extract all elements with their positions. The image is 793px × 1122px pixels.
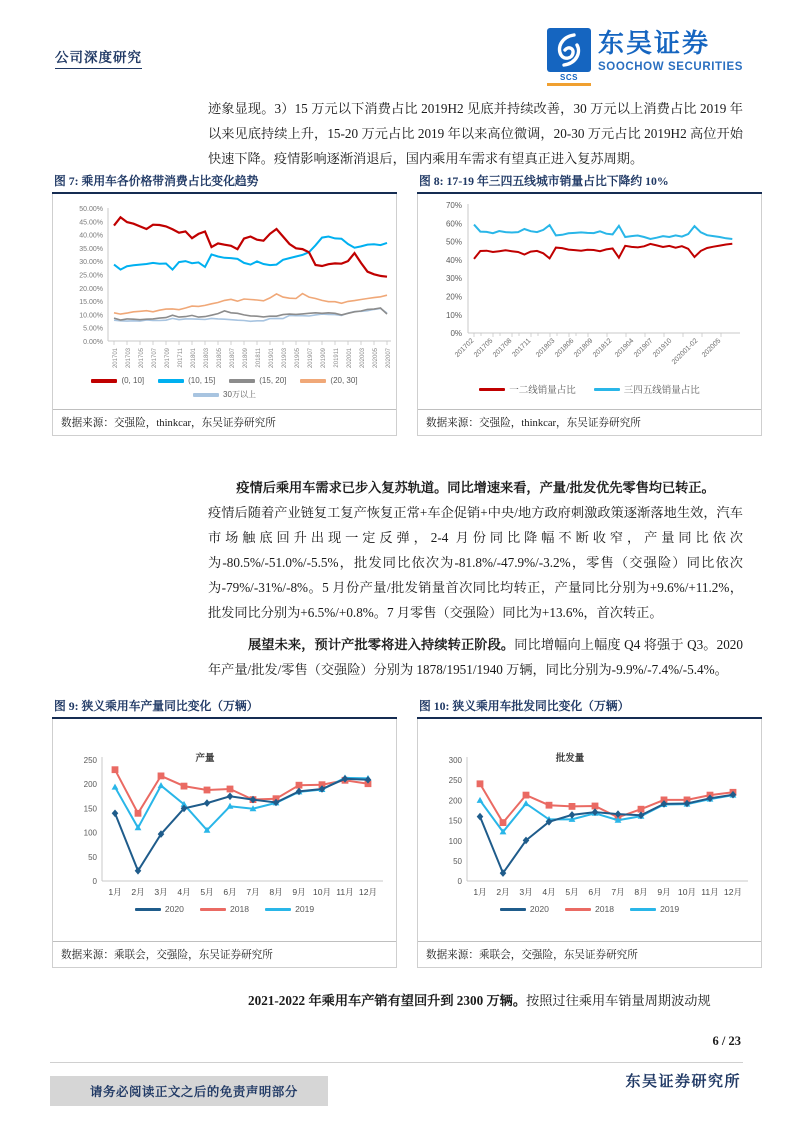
- figure-8-title: 图 8: 17-19 年三四五线城市销量占比下降约 10%: [419, 174, 669, 188]
- svg-text:200: 200: [448, 796, 462, 806]
- svg-text:50: 50: [453, 857, 462, 867]
- svg-text:30.00%: 30.00%: [79, 259, 103, 267]
- figure-10-box: [417, 719, 762, 968]
- svg-text:200: 200: [83, 780, 97, 790]
- svg-text:150: 150: [83, 804, 97, 814]
- svg-text:202005: 202005: [373, 348, 379, 369]
- page-header: [0, 0, 793, 92]
- legend-label: 2018: [229, 904, 250, 915]
- svg-text:0: 0: [457, 877, 462, 887]
- legend-swatch-0-10: [91, 379, 117, 382]
- legend-swatch-2018: [565, 908, 591, 911]
- legend-swatch-20-30: [300, 379, 326, 382]
- svg-text:30%: 30%: [445, 274, 462, 284]
- svg-text:201901: 201901: [269, 348, 275, 369]
- legend-item: [158, 376, 215, 385]
- svg-text:6月: 6月: [223, 887, 237, 898]
- legend-item: [479, 382, 576, 396]
- legend-item: [300, 376, 357, 385]
- legend-item: [229, 376, 286, 385]
- svg-text:50%: 50%: [445, 237, 462, 247]
- figure-7-title: 图 7: 乘用车各价格带消费占比变化趋势: [54, 174, 259, 188]
- figure-8-source: 数据来源：交强险，thinkcar，东吴证券研究所: [418, 409, 761, 435]
- svg-text:11月: 11月: [336, 887, 354, 898]
- legend-swatch-2018: [200, 908, 226, 911]
- svg-text:202003: 202003: [360, 348, 366, 369]
- figure-7-chart: [53, 194, 396, 409]
- svg-text:250: 250: [448, 776, 462, 786]
- legend-label: 2020: [529, 904, 549, 915]
- svg-text:4月: 4月: [177, 887, 191, 898]
- svg-text:20.00%: 20.00%: [79, 286, 103, 294]
- svg-text:202001-02: 202001-02: [670, 337, 700, 367]
- figure-8: [417, 172, 762, 436]
- svg-text:201805: 201805: [217, 348, 223, 369]
- legend-swatch-2019: [630, 908, 656, 911]
- svg-text:50.00%: 50.00%: [79, 206, 103, 214]
- legend-label: (15, 20]: [259, 376, 287, 386]
- paragraph-recovery-lead: 疫情后乘用车需求已步入复苏轨道。同比增速来看，产量/批发优先零售均已转正。: [236, 480, 715, 495]
- svg-text:8月: 8月: [634, 887, 648, 898]
- svg-text:45.00%: 45.00%: [79, 219, 103, 227]
- figure-7-box: [52, 194, 397, 436]
- legend-item: [500, 904, 549, 914]
- legend-label: 三四五线销量占比: [623, 385, 700, 397]
- figure-7: [52, 172, 397, 436]
- paragraph-forecast-lead: 2021-2022 年乘用车产销有望回升到 2300 万辆。: [248, 993, 527, 1008]
- legend-label: (10, 15]: [188, 376, 216, 386]
- svg-text:201907: 201907: [632, 337, 655, 360]
- svg-text:10%: 10%: [445, 311, 462, 321]
- svg-text:201803: 201803: [204, 348, 210, 369]
- svg-text:150: 150: [448, 816, 462, 826]
- paragraph-outlook: [208, 632, 743, 682]
- footer-organization: 东吴证券研究所: [625, 1074, 741, 1090]
- svg-text:产量: 产量: [195, 753, 215, 765]
- svg-text:0: 0: [92, 877, 97, 887]
- figure-7-legend: [53, 376, 396, 400]
- figure-8-legend: [418, 382, 761, 396]
- svg-text:201711: 201711: [511, 337, 533, 359]
- svg-text:201809: 201809: [572, 337, 595, 360]
- svg-text:9月: 9月: [657, 887, 671, 898]
- brand-name-cn: 东吴证券: [598, 28, 711, 58]
- svg-text:4月: 4月: [542, 887, 556, 898]
- svg-text:批发量: 批发量: [555, 753, 585, 765]
- legend-item: [193, 389, 256, 400]
- legend-item: [594, 382, 700, 396]
- svg-text:2月: 2月: [131, 887, 145, 898]
- legend-item: [135, 904, 184, 914]
- svg-text:12月: 12月: [723, 887, 743, 898]
- svg-text:50: 50: [88, 853, 97, 863]
- svg-text:40%: 40%: [445, 256, 462, 266]
- company-logo: [547, 28, 743, 88]
- legend-swatch-tier345: [594, 388, 620, 391]
- svg-text:11月: 11月: [701, 887, 719, 898]
- svg-text:10月: 10月: [677, 887, 697, 898]
- legend-label: (20, 30]: [330, 376, 358, 386]
- svg-text:3月: 3月: [154, 887, 168, 898]
- legend-swatch-2020: [500, 908, 526, 911]
- svg-text:60%: 60%: [445, 219, 462, 229]
- svg-text:201701: 201701: [113, 348, 119, 369]
- svg-text:201903: 201903: [282, 348, 288, 369]
- svg-text:201904: 201904: [613, 337, 636, 360]
- svg-text:0.00%: 0.00%: [83, 339, 103, 347]
- svg-text:201907: 201907: [308, 348, 314, 369]
- figure-8-chart: [418, 194, 761, 409]
- svg-text:201811: 201811: [256, 348, 262, 368]
- figure-9-box: [52, 719, 397, 968]
- svg-text:201806: 201806: [553, 337, 576, 360]
- logo-abbr: SCS: [560, 73, 578, 82]
- svg-text:201709: 201709: [165, 348, 171, 369]
- paragraph-outlook-body: 同比增幅向上幅度 Q4 将强于 Q3。2020 年产量/批发/零售（交强险）分别为 1878/1951/1940 万辆，同比分别为-9.9%/-7.4%/-5.4%。: [208, 637, 743, 677]
- svg-text:201812: 201812: [591, 337, 614, 360]
- svg-text:20%: 20%: [445, 292, 462, 302]
- figure-10-source: 数据来源：乘联会，交强险，东吴证券研究所: [418, 941, 761, 967]
- svg-text:201711: 201711: [178, 348, 184, 368]
- svg-text:6月: 6月: [588, 887, 602, 898]
- paragraph-recovery: [208, 475, 743, 625]
- figure-8-box: [417, 194, 762, 436]
- figure-9-title: 图 9: 狭义乘用车产量同比变化（万辆）: [54, 699, 259, 713]
- legend-swatch-10-15: [158, 379, 184, 382]
- svg-text:201703: 201703: [126, 348, 132, 369]
- figure-10-title: 图 10: 狭义乘用车批发同比变化（万辆）: [419, 699, 630, 713]
- legend-label: 2019: [295, 904, 315, 915]
- legend-label: 一二线销量占比: [509, 385, 576, 397]
- svg-text:12月: 12月: [358, 887, 378, 898]
- svg-text:201708: 201708: [491, 337, 514, 360]
- svg-text:3月: 3月: [519, 887, 533, 898]
- legend-label: 2019: [660, 904, 680, 915]
- svg-text:201705: 201705: [472, 337, 495, 360]
- svg-text:201702: 201702: [453, 337, 476, 360]
- legend-label: 30万以上: [223, 390, 256, 400]
- svg-text:1月: 1月: [473, 887, 487, 898]
- figure-10-chart: [418, 719, 761, 941]
- paragraph-intro-text: 迹象显现。3）15 万元以下消费占比 2019H2 见底并持续改善，30 万元以上消费占比 2019 年以来见底持续上升，15-20 万元占比 2019 年以来高位微调，20-30 万元占比 2019H2 高位开始快速下降。疫情影响逐渐消退后，国内乘用车需求有望真正进入复苏周期。: [208, 101, 743, 166]
- svg-text:2月: 2月: [496, 887, 510, 898]
- legend-item: [200, 904, 249, 914]
- svg-text:70%: 70%: [445, 201, 462, 211]
- legend-item: [91, 376, 144, 385]
- legend-swatch-15-20: [229, 379, 255, 382]
- legend-label: 2018: [594, 904, 615, 915]
- figure-9-source: 数据来源：乘联会，交强险，东吴证券研究所: [53, 941, 396, 967]
- legend-label: 2020: [164, 904, 184, 915]
- logo-underline: [547, 83, 591, 86]
- figure-10-legend: [418, 904, 761, 914]
- legend-item: [565, 904, 614, 914]
- svg-text:201911: 201911: [334, 348, 340, 368]
- svg-text:202007: 202007: [386, 348, 392, 369]
- svg-text:201909: 201909: [321, 348, 327, 369]
- figure-10: [417, 697, 762, 968]
- svg-text:25.00%: 25.00%: [79, 272, 103, 280]
- legend-swatch-2020: [135, 908, 161, 911]
- figure-9-legend: [53, 904, 396, 914]
- footer-divider: [50, 1062, 743, 1063]
- legend-swatch-above-30: [193, 393, 219, 396]
- svg-text:201801: 201801: [191, 348, 197, 369]
- svg-text:7月: 7月: [246, 887, 260, 898]
- svg-text:201807: 201807: [230, 348, 236, 369]
- svg-text:5.00%: 5.00%: [83, 326, 103, 334]
- brand-name-en: SOOCHOW SECURITIES: [598, 61, 743, 73]
- svg-text:15.00%: 15.00%: [79, 299, 103, 307]
- paragraph-recovery-body: 疫情后随着产业链复工复产恢复正常+车企促销+中央/地方政府刺激政策逐渐落地生效，汽车市场触底回升出现一定反弹，2-4 月份同比降幅不断收窄，产量同比依次为-80.5%/-51.0%/-5.5%，批发同比依次为-81.8%/-47.9%/-3.2%，零售（交强险）同比依次为-79%/-31%/-8%。5 月份产量/批发销量首次同比均转正，产量同比分别为+9.6%/+11.2%，批发同比分别为+6.5%/+0.8%。7 月零售（交强险）同比为+13.6%，首次转正。: [208, 505, 743, 620]
- svg-text:8月: 8月: [269, 887, 283, 898]
- paragraph-intro: [208, 96, 743, 171]
- paragraph-forecast-body: 按照过往乘用车销量周期波动规: [526, 993, 711, 1008]
- svg-text:7月: 7月: [611, 887, 625, 898]
- svg-text:300: 300: [448, 756, 462, 766]
- legend-swatch-tier12: [479, 388, 505, 391]
- figure-9: [52, 697, 397, 968]
- svg-text:201803: 201803: [534, 337, 557, 360]
- svg-text:35.00%: 35.00%: [79, 246, 103, 254]
- page-number: 6 / 23: [712, 1034, 741, 1048]
- logo-mark-icon: [547, 28, 591, 72]
- svg-text:9月: 9月: [292, 887, 306, 898]
- svg-text:201905: 201905: [295, 348, 301, 369]
- figure-9-chart: [53, 719, 396, 941]
- svg-text:40.00%: 40.00%: [79, 232, 103, 240]
- svg-text:201707: 201707: [152, 348, 158, 369]
- svg-text:202005: 202005: [700, 337, 723, 360]
- figure-7-source: 数据来源：交强险，thinkcar，东吴证券研究所: [53, 409, 396, 435]
- paragraph-forecast: [208, 988, 743, 1013]
- svg-text:250: 250: [83, 756, 97, 766]
- svg-text:5月: 5月: [565, 887, 579, 898]
- svg-text:201910: 201910: [651, 337, 674, 360]
- svg-text:5月: 5月: [200, 887, 214, 898]
- paragraph-outlook-lead: 展望未来，预计产批零将进入持续转正阶段。: [248, 637, 515, 652]
- svg-text:10月: 10月: [312, 887, 332, 898]
- document-type-label: 公司深度研究: [55, 46, 142, 69]
- svg-text:10.00%: 10.00%: [79, 312, 103, 320]
- svg-text:201809: 201809: [243, 348, 249, 369]
- svg-text:202001: 202001: [347, 348, 353, 369]
- legend-item: [630, 904, 679, 914]
- svg-text:100: 100: [83, 828, 97, 838]
- svg-text:1月: 1月: [108, 887, 122, 898]
- legend-label: (0, 10]: [121, 376, 145, 386]
- svg-text:100: 100: [448, 837, 462, 847]
- legend-item: [265, 904, 314, 914]
- disclaimer-banner: 请务必阅读正文之后的免责声明部分: [50, 1076, 328, 1106]
- legend-swatch-2019: [265, 908, 291, 911]
- svg-text:0%: 0%: [450, 329, 462, 339]
- svg-text:201705: 201705: [139, 348, 145, 369]
